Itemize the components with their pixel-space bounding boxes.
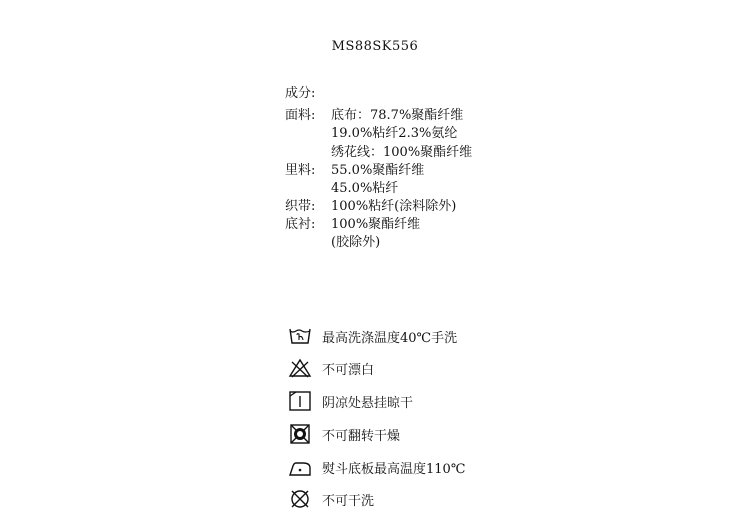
face-line-1: 底布：78.7%聚酯纤维 [331, 108, 464, 123]
composition-title: 成分: [285, 86, 316, 101]
line-dry-shade-icon [288, 389, 312, 413]
care-item-bleach [288, 356, 374, 380]
webbing-line-1: 100%粘纤(涂料除外) [331, 199, 457, 214]
iron-110-icon [288, 455, 312, 479]
care-text-wash: 最高洗涤温度40℃手洗 [322, 330, 458, 346]
care-item-dry [288, 389, 413, 413]
no-bleach-icon [288, 356, 312, 380]
washtub-40-icon [288, 324, 312, 348]
care-item-dryclean [288, 487, 374, 511]
composition-lining-row [285, 162, 424, 180]
interlining-line-2: (胶除外) [331, 235, 381, 250]
lining-label: 里料: [285, 163, 316, 178]
care-item-tumble [288, 422, 400, 446]
composition-webbing-row [285, 198, 456, 216]
no-dry-clean-icon [288, 487, 312, 511]
lining-line-1: 55.0%聚酯纤维 [331, 163, 425, 178]
face-line-2: 19.0%粘纤2.3%氨纶 [331, 126, 458, 141]
care-text-iron: 熨斗底板最高温度110℃ [322, 461, 466, 477]
care-item-wash [288, 324, 457, 348]
interlining-line-1: 100%聚酯纤维 [331, 217, 421, 232]
care-text-bleach: 不可漂白 [322, 362, 375, 378]
product-code: MS88SK556 [331, 39, 419, 54]
interlining-label: 底衬: [285, 217, 316, 232]
composition-face-row [285, 107, 463, 125]
care-text-dry: 阴凉处悬挂晾干 [322, 395, 414, 411]
face-line-3: 绣花线：100%聚酯纤维 [331, 145, 473, 160]
lining-line-2: 45.0%粘纤 [331, 181, 399, 196]
no-tumble-dry-icon [288, 422, 312, 446]
care-item-iron [288, 455, 465, 479]
webbing-label: 织带: [285, 199, 316, 214]
composition-interlining-row [285, 216, 420, 234]
care-text-dryclean: 不可干洗 [322, 493, 375, 509]
care-text-tumble: 不可翻转干燥 [322, 428, 401, 444]
face-label: 面料: [285, 108, 316, 123]
